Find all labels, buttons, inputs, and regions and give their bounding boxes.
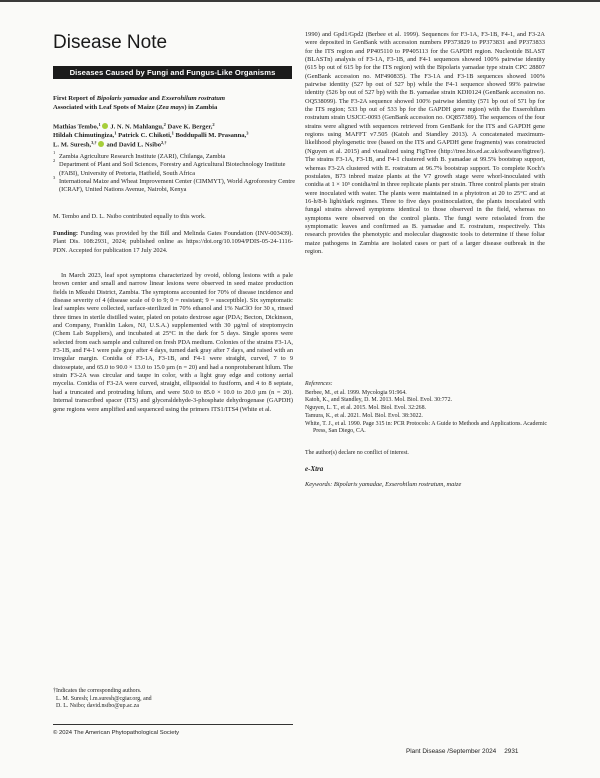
- reference-item: Berbee, M., et al. 1999. Mycologia 91:964.: [305, 389, 407, 396]
- reference-item: White, T. J., et al. 1990. Page 315 in: PCR Protocols: A Guide to Methods and Applications. Academic Press, San Diego, CA.: [305, 420, 547, 435]
- author-list: [53, 123, 298, 150]
- keywords: [305, 481, 461, 488]
- reference-item: Nguyen, L. T., et al. 2015. Mol. Biol. Evol. 32:268.: [305, 405, 427, 412]
- body-text-right: 1990) and Gpd1/Gpd2 (Berbee et al. 1999). Sequences for F3-1A, F3-1B, F4-1, and F3-2A were deposited in GenBank with accession numbers PP373829 to PP373831 and PP373833 for the ITS region and PP405110 to PP405113 for the GAPDH region. Nucleotide BLAST (BLASTn) analysis of F3-1A, F3-1B, and F4-1 sequences showed 100% pairwise identity (615 bp out of 615 bp for the ITS region) with the Bipolaris yamadae type strain CPC 28807 (GenBank accession no. MF490835). The F3-1A and F3-1B sequences showed 100% pairwise identity (527 bp out of 527 bp) while the F4-1 sequence showed 99% pairwise identity (526 bp out of 527 bp) with the B. yamadae strain KDI0124 (GenBank accession no. OQ538099). The F3-2A sequence showed 100% pairwise identity (571 bp out of 571 bp for the ITS region; 533 bp out of 533 bp for the GAPDH gene region) with the Exserohilum rostratum strain USJCC-0093 (GenBank accession no. OQ857389). The sequences of the four strains were aligned with sequences retrieved from GenBank for the ITS and GAPDH gene regions using MAFFT v7.505 (Katoh and Standley 2013). A concatenated maximum-likelihood phylogenetic tree (based on the ITS and GAPDH gene fragments) was constructed (Nguyen et al. 2015) and visualized using FigTree (http://tree.bio.ed.ac.uk/software/figtree/). The strains F3-1A, F3-1B, and F4-1 clustered with B. yamadae at 99.5% bootstrap support, whereas F3-2A clustered with E. rostratum at 96.7% bootstrap support. To complete Koch’s postulates, B73 inbred maize plants at the V7 growth stage were whorl-inoculated with conidia at 1 × 10⁵ conidia/ml in three replicate plants per strain. Three control plants per strain were inoculated with water. The plants were maintained in a phytotron at 20 to 25°C and at 16-h/8-h light/dark regimes. Three to five days postinoculation, the plants inoculated with fungal strains showed symptoms identical to those observed in the field, whereas no symptoms were observed on the control plants. The fungi were reisolated from the symptomatic leaves and confirmed as B. yamadae and E. rostratum, respectively. This research provides the phenotypic and molecular diagnostic tools to determine if these foliar maize pathogens in Zambia are isolated cases or part of a larger disease outbreak in the region.: [305, 31, 545, 255]
- author-affiliation-mark: 2: [212, 122, 215, 127]
- author-affiliation-mark: 1: [114, 130, 117, 136]
- funding-text: Funding was provided by the Bill and Melinda Gates Foundation (INV-003439). Plant Dis. 108:2931, 2024; published online as https://doi.org/10.1094/PDIS-05-24-1116-PDN. Accepted for publication 17 July 2024.: [53, 230, 293, 254]
- section-title: Disease Note: [53, 32, 168, 53]
- author-name: J. N. N. Mahlangu,: [108, 123, 164, 131]
- keywords-label: Keywords:: [305, 481, 333, 488]
- affiliation-number: 2: [53, 158, 56, 164]
- corresponding-note: †Indicates the corresponding authors.: [53, 688, 142, 694]
- orcid-icon[interactable]: [98, 141, 104, 147]
- author-affiliation-mark: 2,†: [161, 139, 167, 145]
- author-name: Mathias Tembo,: [53, 123, 99, 131]
- affiliation-text: International Maize and Wheat Improvement Center (CIMMYT), World Agroforestry Centre (ICRAF), United Nations Avenue, Nairobi, Kenya: [59, 177, 296, 194]
- affiliations: [53, 150, 298, 194]
- footer-divider: [53, 724, 293, 725]
- author-affiliation-mark: 2: [163, 122, 166, 127]
- e-xtra-label[interactable]: e-Xtra: [305, 465, 324, 473]
- affiliation-item: [53, 150, 298, 161]
- reference-item: Katoh, K., and Standley, D. M. 2013. Mol. Biol. Evol. 30:772.: [305, 397, 453, 404]
- corresponding-contact: L. M. Suresh; l.m.suresh@cgiar.org, and: [56, 695, 152, 702]
- author-affiliation-mark: 1: [98, 122, 101, 127]
- affiliation-number: 1: [53, 150, 56, 155]
- title-text: First Report of: [53, 95, 97, 102]
- page-number: 2931: [504, 748, 519, 755]
- title-text: ) in Zambia: [184, 103, 218, 111]
- title-text: and: [147, 95, 162, 102]
- references-heading: References:: [305, 381, 333, 387]
- affiliation-item: [53, 174, 298, 195]
- author-name: Hildah Chimutingiza,: [53, 132, 115, 140]
- equal-contribution-note: M. Tembo and D. L. Nsibo contributed equally to this work.: [53, 213, 206, 220]
- affiliation-text: Zambia Agriculture Research Institute (ZARI), Chilanga, Zambia: [59, 153, 226, 160]
- funding-statement: [53, 230, 293, 255]
- title-species-2: Exserohilum rostratum: [161, 95, 226, 102]
- copyright: © 2024 The American Phytopathological Society: [53, 730, 180, 736]
- title-species-3: Zea mays: [158, 103, 185, 111]
- author-name: L. M. Suresh,: [53, 141, 92, 149]
- orcid-icon[interactable]: [102, 123, 108, 129]
- keywords-text: Bipolaris yamadae, Exserohilum rostratum, maize: [332, 481, 462, 488]
- top-border: [0, 0, 600, 2]
- references: [305, 381, 550, 436]
- title-species-1: Bipolaris yamadae: [96, 95, 148, 102]
- reference-item: Tamura, K., et al. 2021. Mol. Biol. Evol. 38:3022.: [305, 412, 423, 419]
- article-title: [53, 95, 298, 112]
- author-name: Boddupalli M. Prasanna,: [173, 132, 247, 140]
- body-text-left: In March 2023, leaf spot symptoms characterized by ovoid, oblong lesions with a pale brown center and small and narrow linear lesions were observed in seed maize production fields in Mkushi District, Zambia. The symptoms accounted for 70% of disease incidence and disease severity of 4 (disease scale of 0 to 9; 0 = resistant; 9 = susceptible). Six symptomatic leaf samples were collected, surface-sterilized in 70% ethanol and 1% NaClO for 30 s, rinsed three times in sterile distilled water, plated on potato dextrose agar (PDA; Becton, Dickinson, and Company, Franklin Lakes, NJ, U.S.A.) supplemented with 30 µg/ml of streptomycin (Chem Lab Suppliers), and incubated at 25°C in the dark for 5 days. Single spores were selected from each sample and cultured on fresh PDA medium. Colonies of the strains F3-1A, F3-1B, and F4-1 were pale gray after 4 days, turned dark gray after 7 days, and raised with an irregular margin. Conidia of F3-1A, F3-1B, and F4-1 were straight, curved, 7 to 9 distoseptate, and 65.0 to 90.0 × 13.0 to 15.0 µm (n = 20) and had a nonprotuberant hilum. The strain F3-2A was circular and taupe in color, with a light gray edge and cottony aerial mycelia. Conidia of F3-2A were curved, straight, ellipsoidal to fusiform, and 4 to 8 septate, had a truncated and protruding hilum, and were 50.0 to 85.0 × 10.0 to 20.0 µm (n = 20). Internal transcribed spacer (ITS) and glyceraldehyde-3-phosphate dehydrogenase (GAPDH) gene regions were amplified and sequenced using the primers ITS1/ITS4 (White et al.: [53, 272, 293, 413]
- title-text: Associated with Leaf Spots of Maize (: [53, 103, 159, 111]
- category-banner: Diseases Caused by Fungi and Fungus-Like Organisms: [53, 66, 292, 79]
- author-affiliation-mark: 1: [171, 130, 174, 136]
- corresponding-authors: [53, 688, 152, 711]
- conflict-statement: The author(s) declare no conflict of interest.: [305, 450, 409, 456]
- affiliation-number: 3: [53, 174, 56, 180]
- affiliation-text: Department of Plant and Soil Sciences, Forestry and Agricultural Biotechnology Institute (FABI), University of Pretoria, Hatfield, South Africa: [59, 161, 286, 177]
- affiliation-item: [53, 158, 298, 178]
- author-name: and David L. Nsibo: [104, 141, 162, 149]
- funding-label: Funding:: [53, 230, 79, 237]
- author-affiliation-mark: 3,†: [91, 139, 97, 145]
- journal-issue: Plant Disease /September 2024: [406, 748, 497, 755]
- corresponding-contact: D. L. Nsibo; david.nsibo@up.ac.za: [56, 703, 139, 710]
- page-footer: [406, 748, 518, 755]
- author-name: Patrick C. Chikoti,: [116, 132, 172, 140]
- author-affiliation-mark: 3: [246, 130, 249, 136]
- author-name: Dave K. Berger,: [165, 123, 213, 131]
